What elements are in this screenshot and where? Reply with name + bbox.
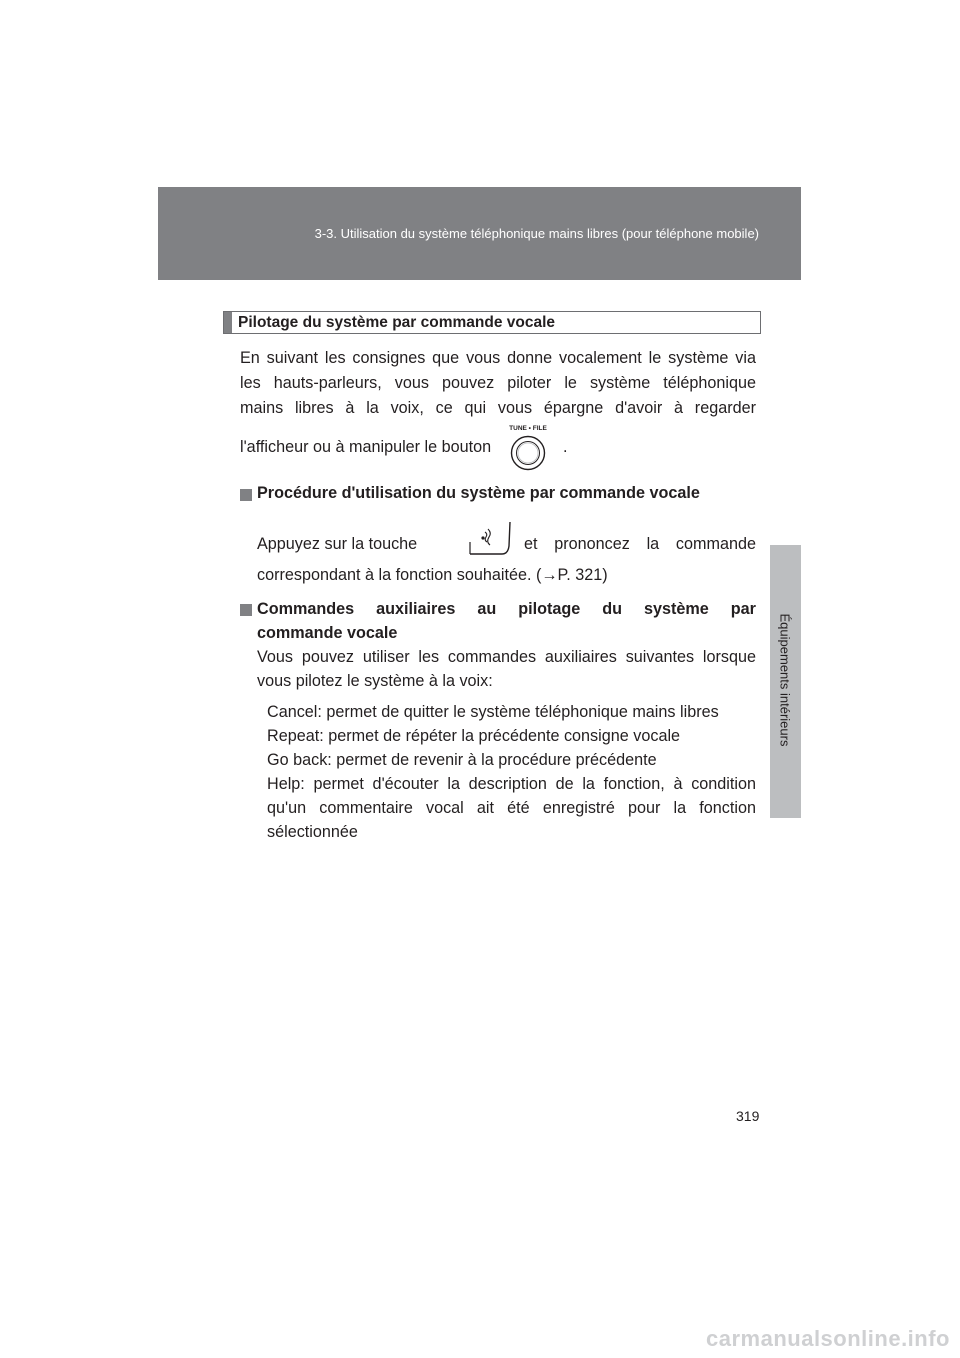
aux-body-line: Vous pouvez utiliser les commandes auxiliaires suivantes lorsque xyxy=(257,648,756,666)
aux-command-item: Go back: permet de revenir à la procédure précédente xyxy=(267,751,657,769)
section-heading xyxy=(223,311,761,334)
aux-command-item: qu'un commentaire vocal ait été enregistré pour la fonction xyxy=(267,799,756,817)
talk-switch-icon xyxy=(466,520,512,556)
section-heading-bar xyxy=(224,312,232,333)
procedure-line-2: correspondant à la fonction souhaitée. (→P. 321) xyxy=(257,566,608,584)
aux-title-line: Commandes auxiliaires au pilotage du système par xyxy=(257,600,756,618)
breadcrumb: 3-3. Utilisation du système téléphonique mains libres (pour téléphone mobile) xyxy=(314,226,759,241)
chapter-number: 3 xyxy=(782,506,789,520)
page-number: 319 xyxy=(736,1108,760,1124)
aux-title-line: commande vocale xyxy=(257,624,398,642)
bullet-square xyxy=(240,489,252,501)
aux-command-list xyxy=(267,700,756,844)
dial-label: TUNE • FILE xyxy=(509,425,547,432)
intro-line-4 xyxy=(240,438,491,457)
intro-line-end: . xyxy=(563,438,568,456)
intro-line: mains libres à la voix, ce qui vous épargne d'avoir à regarder xyxy=(240,399,756,417)
procedure-text: et prononcez la commande xyxy=(524,535,756,553)
procedure-line-1-end xyxy=(524,533,756,555)
intro-line: En suivant les consignes que vous donne vocalement le système via xyxy=(240,349,756,367)
intro-line: l'afficheur ou à manipuler le bouton xyxy=(240,438,492,456)
aux-command-item: Repeat: permet de répéter la précédente consigne vocale xyxy=(267,727,681,745)
page-header xyxy=(158,187,801,280)
aux-body-line: vous pilotez le système à la voix: xyxy=(257,672,493,690)
aux-command-item: sélectionnée xyxy=(267,823,358,841)
intro-line: les hauts-parleurs, vous pouvez piloter le système téléphonique xyxy=(240,374,756,392)
aux-title xyxy=(257,598,756,644)
aux-command-item: Help: permet d'écouter la description de la fonction, à condition xyxy=(267,775,756,793)
aux-command-item: Cancel: permet de quitter le système téléphonique mains libres xyxy=(267,703,719,721)
procedure-text: Appuyez sur la touche xyxy=(257,535,418,553)
watermark: carmanualsonline.info xyxy=(706,1326,950,1351)
section-title: Pilotage du système par commande vocale xyxy=(238,314,556,331)
bullet-square xyxy=(240,604,252,616)
procedure-title: Procédure d'utilisation du système par commande vocale xyxy=(257,484,700,502)
chapter-label: Équipements intérieurs xyxy=(777,613,793,747)
intro-paragraph xyxy=(240,347,756,419)
aux-body xyxy=(257,646,756,692)
procedure-line-1-start xyxy=(257,533,418,555)
tune-file-knob-icon xyxy=(504,422,552,472)
